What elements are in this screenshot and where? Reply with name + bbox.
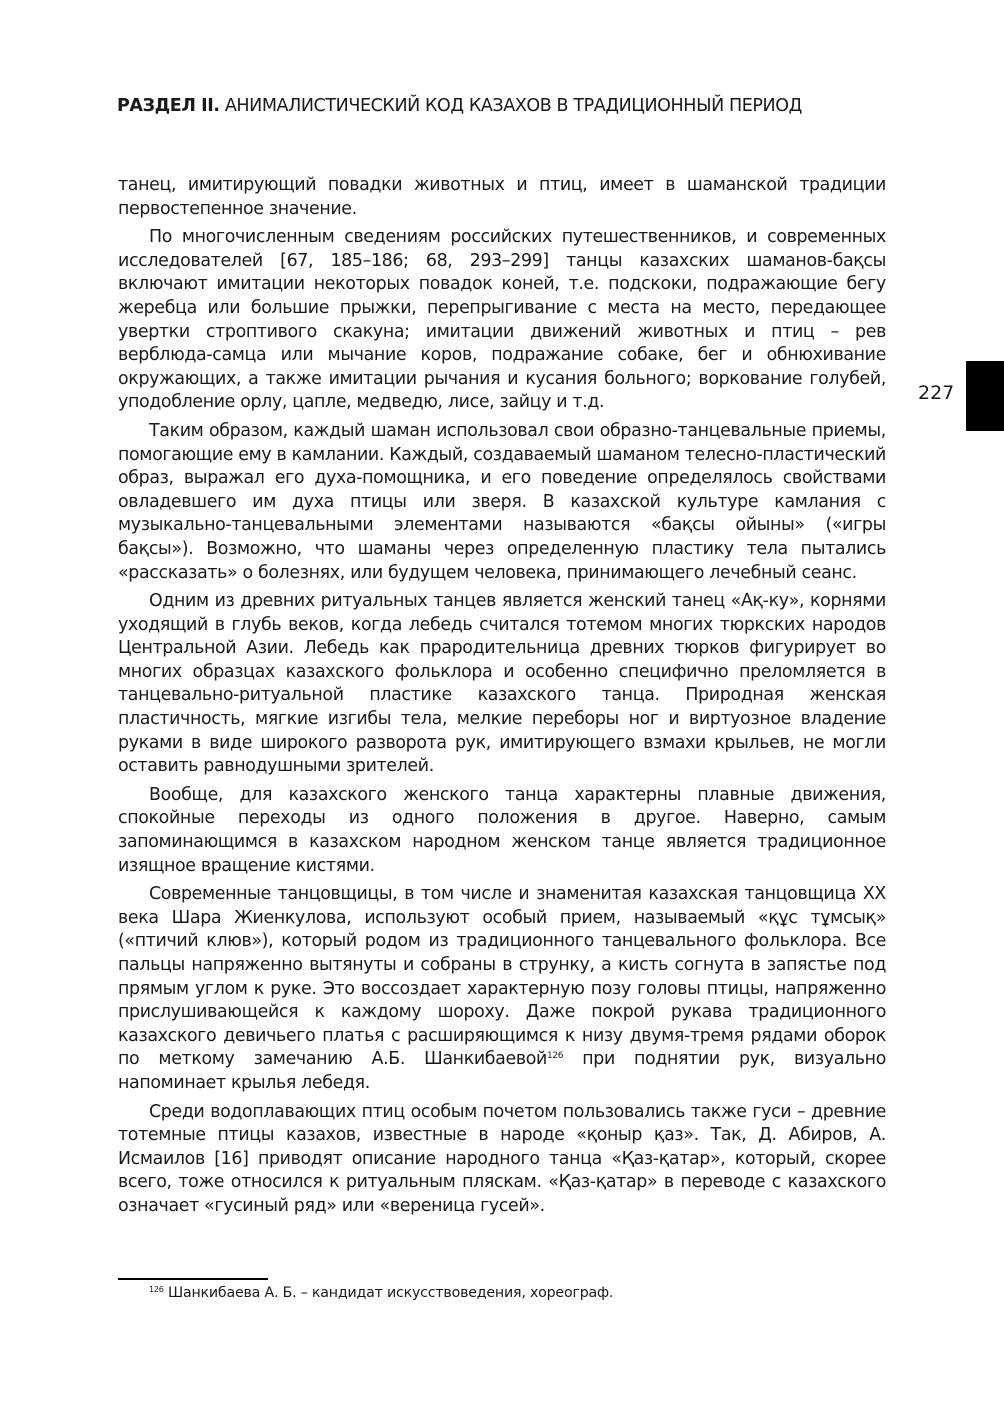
paragraph-6-text: Современные танцовщицы, в том числе и знаменитая казахская танцовщица ХХ века Шара Жиенкулова, используют особый прием, называемый «құс тұмсық» («птичий клюв»), который родом из традиционного танцевального фольклора. Все пальцы напряженно вытянуты и собраны в струнку, а кисть согнута в запястье под прямым углом к руке. Это воссоздает характерную позу головы птицы, напряженно прислушивающейся к каждому шороху. Даже покрой рукава традиционного казахского девичьего платья с расширяющимся к низу двумя-тремя рядами оборок по меткому замечанию А.Б. Шанкибаевой — [118, 884, 886, 1070]
section-title: АНИМАЛИСТИЧЕСКИЙ КОД КАЗАХОВ В ТРАДИЦИОННЫЙ ПЕРИОД — [219, 96, 802, 116]
paragraph-5: Вообще, для казахского женского танца характерны плавные движения, спокойные переходы из одного положения в другое. Наверно, самым запоминающимся в казахском народном женском танце является традиционное изящное вращение кистями. — [118, 784, 886, 876]
paragraph-1: танец, имитирующий повадки животных и птиц, имеет в шаманской традиции первостепенное значение. — [118, 175, 886, 219]
footnote-text: Шанкибаева А. Б. – кандидат искусствоведения, хореограф. — [163, 1285, 614, 1301]
body-text — [118, 174, 886, 1224]
paragraph-3: Таким образом, каждый шаман использовал свои образно-танцевальные приемы, помогающие ему в камлании. Каждый, создаваемый шаманом телесно-пластический образ, выражал его духа-помощника, и его поведение определялось свойствами овладевшего им духа птицы или зверя. В казахской культуре камлания с музыкально-танцевальными элементами называются «бақсы ойыны» («игры бақсы»). Возможно, что шаманы через определенную пластику тела пытались «рассказать» о болезнях, или будущем человека, принимающего лечебный сеанс. — [118, 420, 886, 583]
page-number: 227 — [918, 382, 955, 404]
paragraph-6-continuation: при поднятии рук, визуально напоминает крылья лебедя. — [118, 1049, 886, 1093]
paragraph-7: Среди водоплавающих птиц особым почетом пользовались также гуси – древние тотемные птицы казахов, известные в народе «қоныр қаз». Так, Д. Абиров, А. Исмаилов [16] приводят описание народного танца «Қаз-қатар», который, скорее всего, тоже относился к ритуальным пляскам. «Қаз-қатар» в переводе с казахского означает «гусиный ряд» или «вереница гусей». — [118, 1101, 886, 1216]
paragraph-2: По многочисленным сведениям российских путешественников, и современных исследователей [67, 185–186; 68, 293–299] танцы казахских шаманов-бақсы включают имитации некоторых повадок коней, т.е. подскоки, подражающие бегу жеребца или большие прыжки, перепрыгивание с места на место, передающее увертки строптивого скакуна; имитации движений животных и птиц – рев верблюда-самца или мычание коров, подражание собаке, бег и обнюхивание окружающих, а также имитации рычания и кусания больного; воркование голубей, уподобление орлу, цапле, медведю, лисе, зайцу и т.д. — [118, 227, 886, 413]
footnote-divider — [118, 1278, 268, 1280]
section-label: РАЗДЕЛ II. — [117, 96, 220, 116]
running-header — [117, 96, 897, 116]
paragraph-4: Одним из древних ритуальных танцев является женский танец «Ақ-ку», корнями уходящий в глубь веков, когда лебедь считался тотемом многих тюркских народов Центральной Азии. Лебедь как прародительница древних тюрков фигурирует во многих образцах казахского фольклора и особенно специфично преломляется в танцевально-ритуальной пластике казахского танца. Природная женская пластичность, мягкие изгибы тела, мелкие переборы ног и виртуозное владение руками в виде широкого разворота рук, имитирующего взмахи крыльев, не могли оставить равнодушными зрителей. — [118, 591, 886, 777]
footnote-reference[interactable]: 126 — [546, 1051, 564, 1062]
thumb-index-tab — [966, 361, 1004, 431]
footnote — [149, 1285, 613, 1301]
footnote-number: 126 — [149, 1285, 164, 1294]
paragraph-6 — [118, 883, 886, 1095]
